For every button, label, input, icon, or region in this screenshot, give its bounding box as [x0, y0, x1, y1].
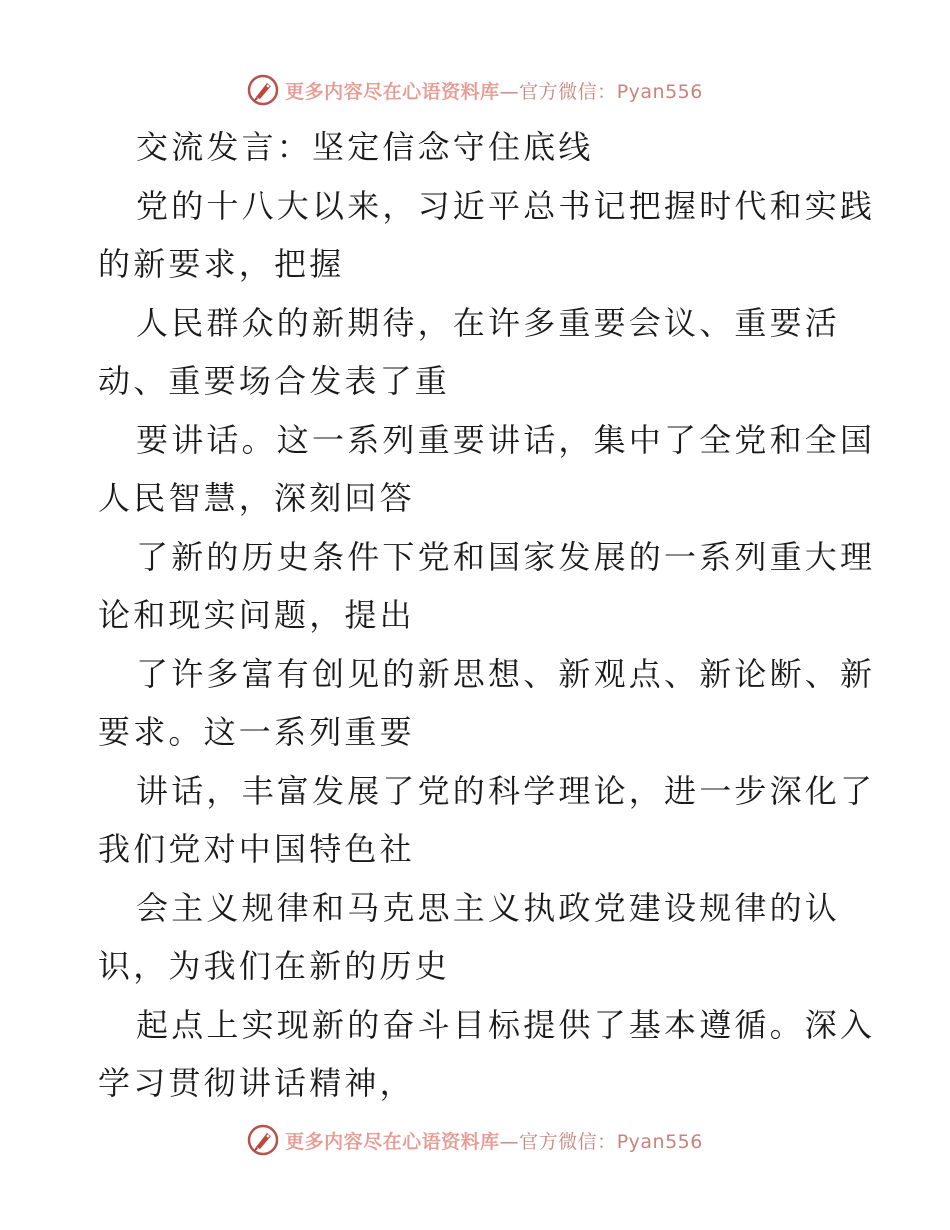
watermark-wechat-label: 官方微信： — [519, 1130, 617, 1153]
text-line: 人民群众的新期待，在许多重要会议、重要活 — [136, 303, 841, 342]
document-title: 交流发言：坚定信念守住底线 — [136, 128, 594, 166]
text-line: 动、重要场合发表了重 — [98, 362, 451, 400]
document-body — [98, 118, 876, 1113]
header-watermark — [0, 70, 950, 110]
text-line: 要讲话。这一系列重要讲话，集中了全党和全国 — [136, 420, 876, 459]
pen-nib-logo-icon — [247, 74, 279, 106]
text-line: 的新要求，把握 — [98, 245, 345, 283]
text-line: 党的十八大以来，习近平总书记把握时代和实践 — [136, 186, 876, 225]
watermark-wechat-id: Pyan556 — [616, 80, 703, 103]
watermark-separator: — — [499, 1130, 520, 1153]
watermark-brand: 更多内容尽在心语资料库 — [285, 80, 500, 103]
watermark-brand: 更多内容尽在心语资料库 — [285, 1130, 500, 1153]
watermark-separator: — — [499, 80, 520, 103]
footer-watermark — [0, 1120, 950, 1160]
text-line: 我们党对中国特色社 — [98, 830, 415, 868]
text-line: 了许多富有创见的新思想、新观点、新论断、新 — [136, 654, 876, 693]
text-line: 识，为我们在新的历史 — [98, 947, 451, 985]
watermark-wechat-label: 官方微信： — [519, 80, 617, 103]
text-line: 讲话，丰富发展了党的科学理论，进一步深化了 — [136, 771, 876, 810]
text-line: 人民智慧，深刻回答 — [98, 479, 415, 517]
text-line: 要求。这一系列重要 — [98, 713, 415, 751]
text-line: 起点上实现新的奋斗目标提供了基本遵循。深入 — [136, 1005, 876, 1044]
pen-nib-logo-icon — [247, 1124, 279, 1156]
watermark-wechat-id: Pyan556 — [616, 1130, 703, 1153]
watermark-text — [285, 77, 703, 104]
text-line: 了新的历史条件下党和国家发展的一系列重大理 — [136, 537, 876, 576]
watermark-text — [285, 1127, 703, 1154]
text-line: 学习贯彻讲话精神， — [98, 1064, 415, 1102]
text-line: 会主义规律和马克思主义执政党建设规律的认 — [136, 888, 841, 927]
text-line: 论和现实问题，提出 — [98, 596, 415, 634]
